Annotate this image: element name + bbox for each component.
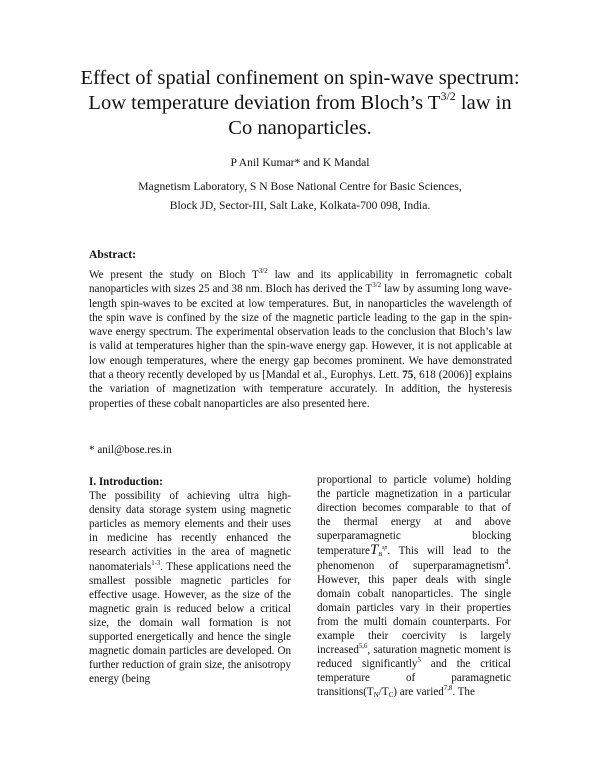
symbol-subscript: B (378, 552, 382, 559)
corresponding-email: * anil@bose.res.in (89, 444, 172, 456)
title-line-1: Effect of spatial confinement on spin-wave spectrum: (80, 67, 520, 89)
symbol-letter: T (369, 542, 379, 559)
column-left (89, 475, 291, 686)
paper-title (60, 66, 540, 141)
column-right (317, 473, 511, 700)
curie-subscript: C (388, 691, 394, 700)
body-text: . The (452, 686, 475, 699)
body-text: . However, this paper deals with single domain cobalt nanoparticles. The single domain particles vary in their properties from the multi domain counterparts. For example their coercivity is largely increased (317, 559, 511, 657)
abstract-body (89, 268, 512, 411)
citation-ref: 5,6 (358, 643, 368, 651)
title-line-3: Co nanoparticles. (228, 117, 372, 139)
citation-ref: 7,8 (443, 685, 453, 693)
abstract-text: law by assuming long wave-length spin-waves to be excited at low temperatures. But, in nanoparticles the wavelength of the spin wave is confined by the size of the magnetic particle leading to the gap in the spin-wave energy spectrum. The experimental observation leads to the conclusion that Bloch’s law is valid at temperatures higher than the spin-wave energy gap. However, it is not applicable at low enough temperatures, where the energy gap becomes prominent. We have demonstrated that a theory recently developed by us [Mandal et al., Europhys. Lett. (89, 283, 512, 382)
body-text: and the critical temperature of paramagnetic transitions(T (317, 658, 511, 699)
title-exponent: 3/2 (440, 89, 456, 103)
symbol-superscript: sp (382, 545, 388, 552)
abstract-exponent: 3/2 (258, 267, 268, 275)
affiliation-line-2: Block JD, Sector-III, Salt Lake, Kolkata-700 098, India. (169, 199, 431, 212)
citation-ref: 5 (417, 657, 421, 665)
body-text: . These applications need the smallest possible magnetic particles for effective usage. However, as the size of the magnetic grain is reduced below a critical size, the domain wall formation is not supported energetically and hence the single magnetic domain particles are developed. On further reduction of grain size, the anisotropy energy (being (89, 560, 291, 686)
body-text: The possibility of achieving ultra high-density data storage system using magnetic particles as memory elements and their uses in medicine has recently enhanced the research activities in the area of magnetic nanomaterials (89, 490, 291, 573)
body-text: proportional to particle volume) holding the particle magnetization in a particular direction becomes comparable to that of the thermal energy at and above superparamagnetic blocking temperature (317, 474, 511, 558)
section-heading: I. Introduction: (89, 476, 163, 488)
affiliation-line-1: Magnetism Laboratory, S N Bose National Centre for Basic Sciences, (138, 180, 462, 193)
title-line-2-text: Low temperature deviation from Bloch’s T (88, 92, 441, 114)
body-text: /T (378, 686, 389, 699)
citation-ref: 1-3 (151, 559, 161, 567)
author-list: P Anil Kumar* and K Mandal (230, 156, 370, 169)
journal-volume: 75 (402, 369, 414, 382)
abstract-exponent: 3/2 (372, 281, 382, 290)
body-text: ) are varied (393, 686, 444, 699)
abstract-text: , 618 (2006)] explains the variation of magnetization with temperature accurately. In addition, the hysteresis properties of these cobalt nanoparticles are also presented here. (89, 369, 512, 410)
title-line-2-end: law in (455, 92, 512, 114)
abstract-text: law and its applicability in ferromagnetic cobalt nanoparticles with sizes 25 and 38 nm. Bloch has derived the T (89, 269, 512, 296)
neel-subscript: N (373, 691, 379, 700)
body-text: , saturation magnetic moment is reduced significantly (317, 644, 511, 671)
abstract-heading: Abstract: (89, 248, 137, 261)
body-text: . This will lead to the phenomenon of superparamagnetism (317, 545, 511, 572)
citation-ref: 4 (504, 558, 509, 566)
abstract-text: We present the study on Bloch T (89, 269, 259, 281)
blocking-temperature-symbol (370, 542, 387, 558)
title-line-2 (60, 91, 540, 116)
